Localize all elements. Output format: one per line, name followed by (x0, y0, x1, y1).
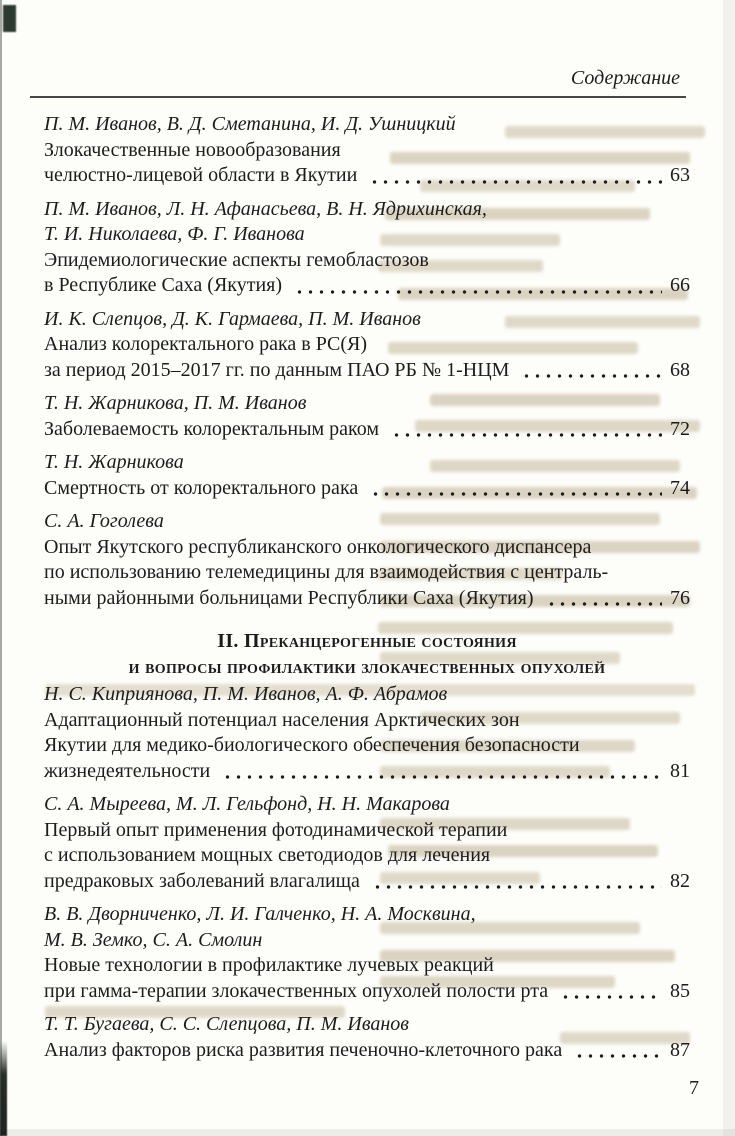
entry-tail-row (44, 273, 690, 299)
entry-authors: П. М. Иванов, В. Д. Сметанина, И. Д. Ушницкий (44, 113, 456, 135)
entry-tail-row (44, 979, 690, 1005)
entry-title-tail: ными районными больницами Республики Саха (Якутия) (44, 586, 534, 609)
entry-title-tail: Смертность от колоректального рака (44, 476, 359, 499)
section-heading-line1: II. Преканцерогенные состояния (217, 630, 517, 652)
entry-title-line: Анализ колоректального рака в РС(Я) (44, 333, 368, 355)
entry-title-line: по использованию телемедицины для взаимодействия с централь- (44, 561, 609, 583)
entry-title-line: Опыт Якутского республиканского онкологического диспансера (44, 535, 592, 558)
entry-title-line: Новые технологии в профилактике лучевых реакций (44, 954, 494, 976)
page-number: 7 (689, 1077, 699, 1099)
running-head: Содержание (570, 67, 680, 89)
entry-authors: Т. Н. Жарникова (44, 451, 184, 473)
toc-content (44, 112, 690, 1071)
entry-authors: В. В. Дворниченко, Л. И. Галченко, Н. А. Москвина, (44, 903, 476, 925)
entry-page-number: 72 (670, 417, 690, 440)
entry-title-tail: Анализ факторов риска развития печеночно-клеточного рака (44, 1038, 563, 1061)
dot-leader (574, 1038, 662, 1064)
entry-title-tail: в Республике Саха (Якутия) (44, 274, 283, 296)
entry-authors: Т. И. Николаева, Ф. Г. Иванова (44, 223, 305, 245)
toc-entry (44, 450, 690, 501)
entry-title-tail: челюстно-лицевой области в Якутии (44, 164, 358, 186)
entry-title-line: с использованием мощных светодиодов для лечения (44, 844, 491, 866)
dot-leader (370, 476, 662, 502)
dot-leader (521, 358, 662, 384)
entry-title-line: Якутии для медико-биологического обеспечения безопасности (44, 734, 580, 756)
dot-leader (391, 417, 662, 443)
entry-page-number: 66 (670, 274, 690, 296)
toc-entry (44, 902, 690, 1004)
entry-page-number: 74 (670, 476, 690, 499)
dot-leader (369, 163, 662, 189)
entry-page-number: 68 (670, 358, 690, 381)
dot-leader (222, 759, 662, 785)
entry-page-number: 81 (670, 759, 690, 782)
scan-edge-bottom (0, 1129, 735, 1136)
entry-title-tail: предраковых заболеваний влагалища (44, 869, 360, 892)
entry-title-tail: за период 2015–2017 гг. по данным ПАО РБ № 1-НЦМ (44, 358, 510, 381)
entry-title-tail: жизнедеятельности (44, 759, 211, 782)
dot-leader (546, 586, 662, 612)
entry-title-line: Эпидемиологические аспекты гемобластозов (44, 248, 429, 271)
entry-tail-row (44, 869, 690, 895)
entry-tail-row (44, 476, 690, 502)
entry-authors: Н. С. Киприянова, П. М. Иванов, А. Ф. Абрамов (44, 683, 448, 705)
section-heading-line2: и вопросы профилактики злокачественных опухолей (128, 655, 606, 678)
section-heading (44, 629, 690, 680)
scan-edge-left (0, 0, 2, 1136)
toc-entry (44, 792, 690, 894)
entry-page-number: 63 (670, 164, 690, 186)
entry-page-number: 82 (670, 869, 690, 892)
scan-edge-right (723, 0, 735, 1136)
entry-authors: И. К. Слепцов, Д. К. Гармаева, П. М. Иванов (44, 307, 421, 330)
entry-authors: С. А. Гоголева (44, 510, 164, 532)
toc-entry (44, 1012, 690, 1063)
dot-leader (560, 979, 662, 1005)
entry-page-number: 87 (670, 1038, 690, 1061)
scan-corner-top-left (3, 5, 16, 32)
running-head-rule (30, 96, 686, 98)
entry-authors: Т. Т. Бугаева, С. С. Слепцова, П. М. Иванов (44, 1013, 409, 1035)
entry-page-number: 85 (670, 979, 690, 1002)
entry-title-line: Злокачественные новообразования (44, 138, 341, 161)
entry-tail-row (44, 358, 690, 384)
entry-tail-row (44, 759, 690, 785)
toc-entry (44, 112, 690, 189)
toc-entry (44, 391, 690, 442)
dot-leader (294, 273, 662, 299)
entry-authors: Т. Н. Жарникова, П. М. Иванов (44, 392, 307, 414)
entry-title-line: Первый опыт применения фотодинамической терапии (44, 818, 508, 841)
entry-tail-row (44, 417, 690, 443)
entry-authors: М. В. Земко, С. А. Смолин (44, 928, 263, 951)
entry-title-line: Адаптационный потенциал населения Арктических зон (44, 708, 520, 731)
entry-title-tail: при гамма-терапии злокачественных опухолей полости рта (44, 979, 549, 1002)
toc-entry (44, 682, 690, 784)
dot-leader (372, 869, 662, 895)
toc-entry (44, 307, 690, 384)
entry-page-number: 76 (670, 586, 690, 609)
entry-title-tail: Заболеваемость колоректальным раком (44, 417, 380, 440)
entry-authors: С. А. Мыреева, М. Л. Гельфонд, Н. Н. Макарова (44, 793, 450, 815)
toc-entry (44, 197, 690, 299)
entry-tail-row (44, 1038, 690, 1064)
entry-authors: П. М. Иванов, Л. Н. Афанасьева, В. Н. Ядрихинская, (44, 197, 487, 220)
scan-corner-bottom-left (0, 1041, 7, 1136)
entry-tail-row (44, 586, 690, 612)
entry-tail-row (44, 163, 690, 189)
toc-entry (44, 509, 690, 611)
